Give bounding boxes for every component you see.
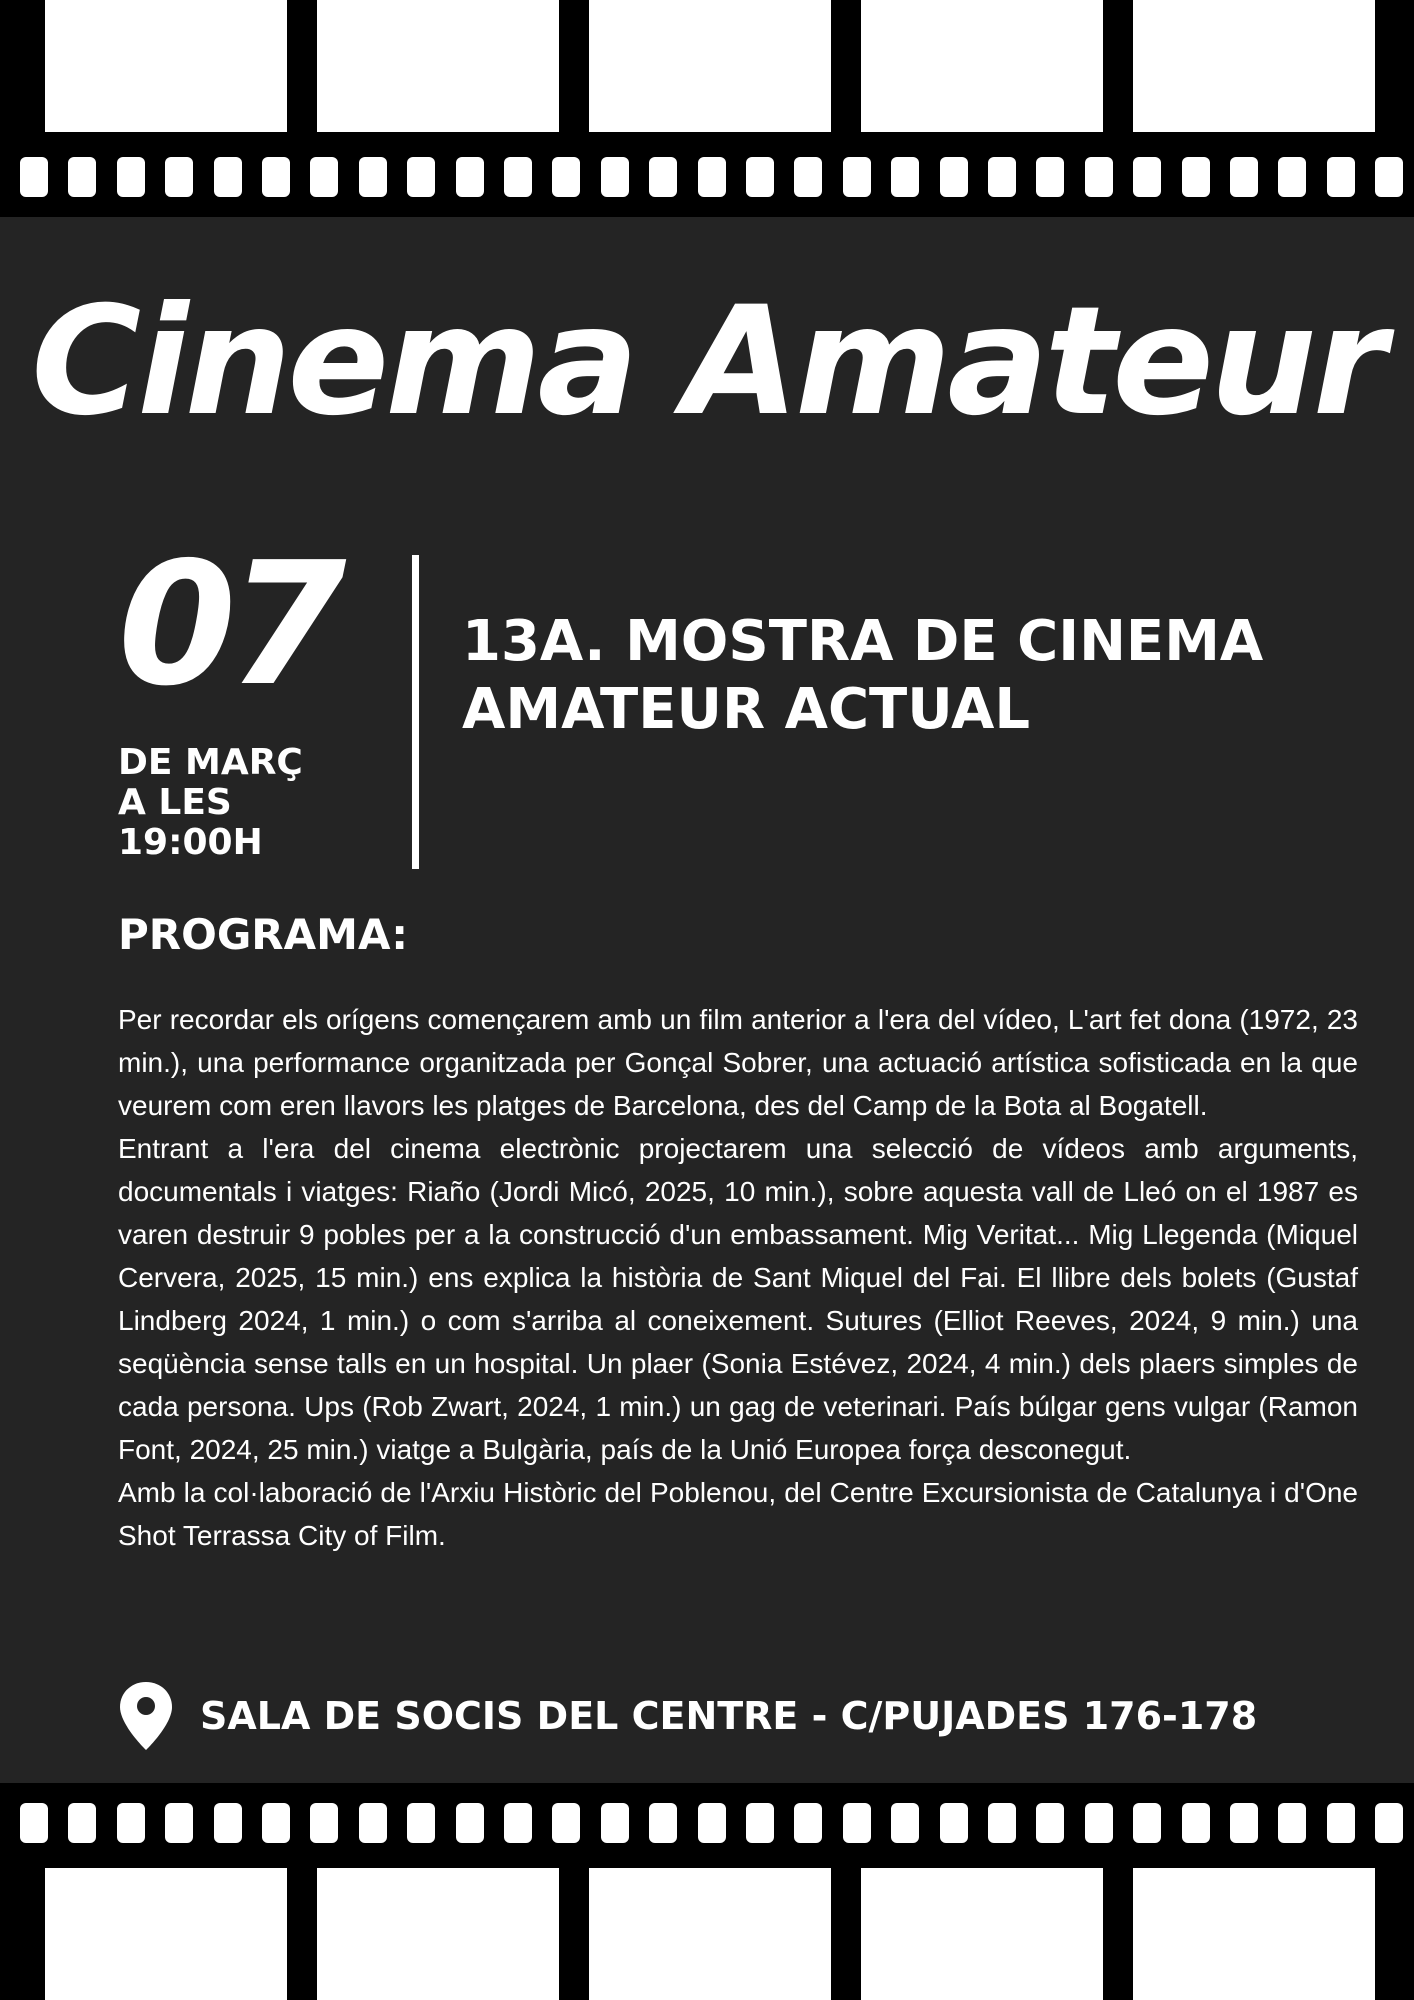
film-perforation xyxy=(891,1803,919,1843)
film-perforation xyxy=(601,157,629,197)
film-perforation xyxy=(1278,157,1306,197)
film-perforation xyxy=(1327,1803,1355,1843)
film-perforation xyxy=(1036,1803,1064,1843)
program-paragraph-intro: Per recordar els orígens començarem amb un film anterior a l'era del vídeo, L'art fet dona (1972, 23 min.), una performance organitzada per Gonçal Sobrer, una actuació artística sofisticada en la que veurem com eren llavors les platges de Barcelona, des del Camp de la Bota al Bogatell. xyxy=(118,1004,1358,1121)
event-month: DE MARÇ xyxy=(118,742,303,783)
film-perforation xyxy=(1085,1803,1113,1843)
film-perforation xyxy=(504,157,532,197)
film-perforation xyxy=(359,1803,387,1843)
film-perforation xyxy=(310,157,338,197)
film-perforation xyxy=(794,157,822,197)
film-perforation xyxy=(698,1803,726,1843)
event-time: 19:00H xyxy=(118,822,263,863)
film-perforation xyxy=(456,157,484,197)
film-perforation xyxy=(1327,157,1355,197)
film-perforation xyxy=(1182,157,1210,197)
film-perforation xyxy=(552,157,580,197)
film-frame xyxy=(45,1868,287,2000)
film-perforation xyxy=(843,1803,871,1843)
film-perforation xyxy=(843,157,871,197)
poster-title: Cinema Amateur xyxy=(31,275,1383,449)
film-perforation xyxy=(504,1803,532,1843)
film-perforation xyxy=(262,157,290,197)
film-perforation xyxy=(117,157,145,197)
event-day: 07 xyxy=(118,526,339,724)
film-perforation xyxy=(262,1803,290,1843)
film-perforation xyxy=(698,157,726,197)
film-perforations-bottom xyxy=(0,1803,1414,1843)
film-perforation xyxy=(20,157,48,197)
event-title-line-2: AMATEUR ACTUAL xyxy=(462,677,1031,742)
film-perforations-top xyxy=(0,157,1414,197)
film-frame xyxy=(45,0,287,132)
film-perforation xyxy=(988,1803,1016,1843)
film-perforation xyxy=(214,1803,242,1843)
film-frame xyxy=(317,1868,559,2000)
film-frame xyxy=(861,0,1103,132)
film-strip-bottom xyxy=(0,1783,1414,2000)
film-frame xyxy=(861,1868,1103,2000)
film-perforation xyxy=(746,157,774,197)
film-perforation xyxy=(214,157,242,197)
film-frame xyxy=(1133,1868,1375,2000)
film-perforation xyxy=(649,1803,677,1843)
film-perforation xyxy=(165,1803,193,1843)
film-perforation xyxy=(1036,157,1064,197)
event-title-line-1: 13A. MOSTRA DE CINEMA xyxy=(462,609,1264,674)
film-perforation xyxy=(68,1803,96,1843)
program-heading: PROGRAMA: xyxy=(118,910,409,959)
map-pin-icon xyxy=(118,1680,174,1752)
film-perforation xyxy=(165,157,193,197)
film-perforation xyxy=(68,157,96,197)
event-time-prefix: A LES xyxy=(118,782,232,823)
program-paragraph-credits: Amb la col·laboració de l'Arxiu Històric del Poblenou, del Centre Excursionista de Catalunya i d'One Shot Terrassa City of Film. xyxy=(118,1477,1358,1551)
film-perforation xyxy=(891,157,919,197)
film-perforation xyxy=(1133,157,1161,197)
film-perforation xyxy=(1230,157,1258,197)
film-perforation xyxy=(1375,157,1403,197)
film-frames-top xyxy=(0,0,1414,132)
film-perforation xyxy=(988,157,1016,197)
film-frame xyxy=(317,0,559,132)
film-perforation xyxy=(310,1803,338,1843)
film-perforation xyxy=(117,1803,145,1843)
film-frames-bottom xyxy=(0,1868,1414,2000)
film-perforation xyxy=(456,1803,484,1843)
film-perforation xyxy=(1133,1803,1161,1843)
film-frame xyxy=(589,1868,831,2000)
film-perforation xyxy=(601,1803,629,1843)
film-perforation xyxy=(1182,1803,1210,1843)
film-perforation xyxy=(1375,1803,1403,1843)
film-perforation xyxy=(407,1803,435,1843)
film-perforation xyxy=(1085,157,1113,197)
vertical-divider xyxy=(412,555,419,869)
film-perforation xyxy=(20,1803,48,1843)
film-perforation xyxy=(552,1803,580,1843)
film-frame xyxy=(589,0,831,132)
film-perforation xyxy=(359,157,387,197)
venue-address: SALA DE SOCIS DEL CENTRE - C/PUJADES 176-178 xyxy=(200,1694,1258,1738)
venue-location xyxy=(118,1680,1257,1752)
film-perforation xyxy=(1278,1803,1306,1843)
film-perforation xyxy=(940,157,968,197)
program-paragraph-selection: Entrant a l'era del cinema electrònic projectarem una selecció de vídeos amb arguments, documentals i viatges: Riaño (Jordi Micó, 2025, 10 min.), sobre aquesta vall de Lleó on el 1987 es varen destruir 9 pobles per a la construcció d'un embassament. Mig Veritat... Mig Llegenda (Miquel Cervera, 2025, 15 min.) ens explica la història de Sant Miquel del Fai. El llibre dels bolets (Gustaf Lindberg 2024, 1 min.) o com s'arriba al coneixement. Sutures (Elliot Reeves, 2024, 9 min.) una seqüència sense talls en un hospital. Un plaer (Sonia Estévez, 2024, 4 min.) dels plaers simples de cada persona. Ups (Rob Zwart, 2024, 1 min.) un gag de veterinari. País búlgar gens vulgar (Ramon Font, 2024, 25 min.) viatge a Bulgària, país de la Unió Europea força desconegut. xyxy=(118,1133,1358,1465)
film-perforation xyxy=(940,1803,968,1843)
film-strip-top xyxy=(0,0,1414,217)
film-frame xyxy=(1133,0,1375,132)
film-perforation xyxy=(794,1803,822,1843)
program-description xyxy=(118,998,1358,1557)
film-perforation xyxy=(1230,1803,1258,1843)
film-perforation xyxy=(746,1803,774,1843)
film-perforation xyxy=(407,157,435,197)
film-perforation xyxy=(649,157,677,197)
